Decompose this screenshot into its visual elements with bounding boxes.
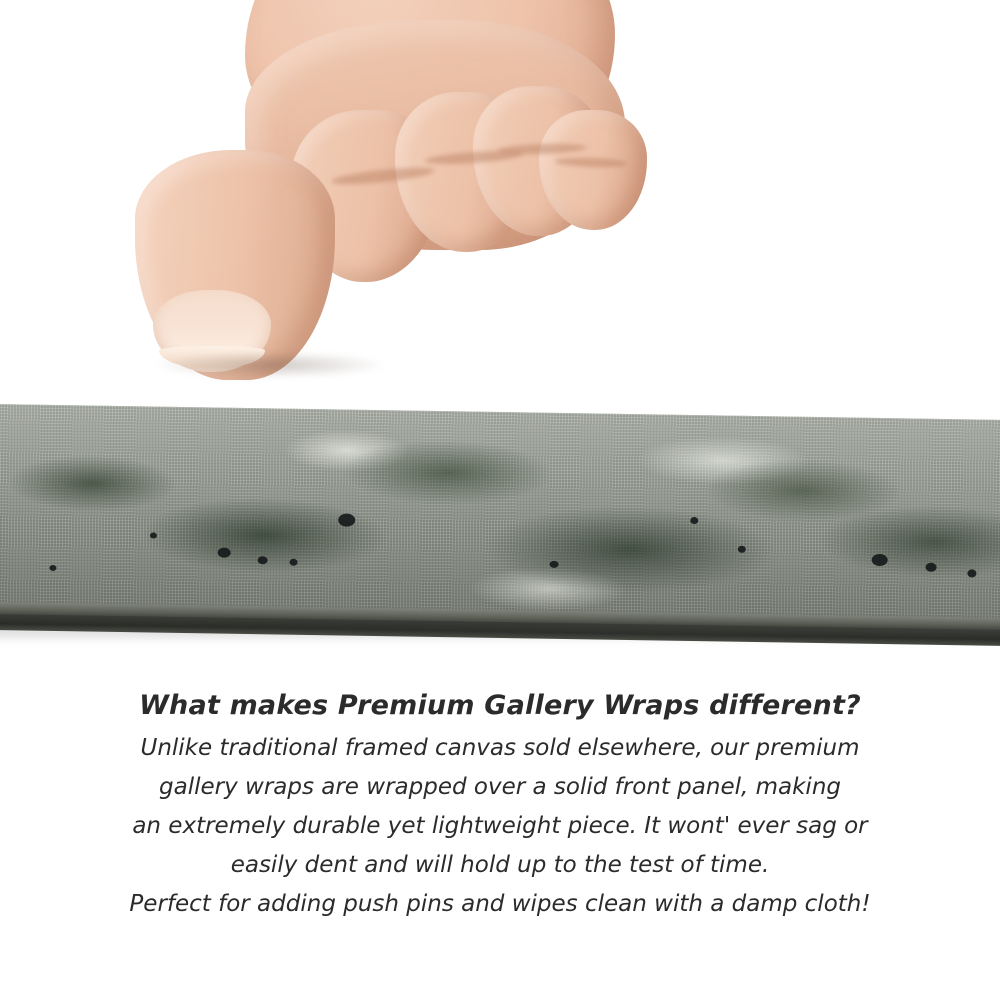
hand-pressing-canvas-icon [95,0,615,430]
canvas-speck [872,554,888,566]
caption-line: an extremely durable yet lightweight piece. It wont' ever sag or [132,813,868,839]
canvas-speck [289,559,297,566]
caption-block [0,690,1000,924]
canvas-speck [738,546,746,553]
caption-line: Unlike traditional framed canvas sold elsewhere, our premium [140,735,860,761]
canvas-speck [150,532,157,538]
canvas-speck [549,561,558,568]
caption-heading: What makes Premium Gallery Wraps different? [139,690,861,721]
canvas-speck [925,563,936,572]
caption-body [0,729,1000,924]
canvas-wrap-edge-icon [0,404,1000,646]
canvas-speck [690,517,698,524]
canvas-speck [967,569,976,577]
canvas-speck [258,556,268,564]
caption-line: gallery wraps are wrapped over a solid front panel, making [159,774,841,800]
canvas-drop-shadow [0,628,1000,644]
canvas-print-surface [0,404,1000,625]
caption-line: Perfect for adding push pins and wipes clean with a damp cloth! [129,891,871,917]
canvas-speck [218,548,231,558]
canvas-speck [49,565,56,571]
hand-contact-shadow [155,352,385,378]
caption-line: easily dent and will hold up to the test of time. [230,852,770,878]
canvas-speck [338,513,355,526]
